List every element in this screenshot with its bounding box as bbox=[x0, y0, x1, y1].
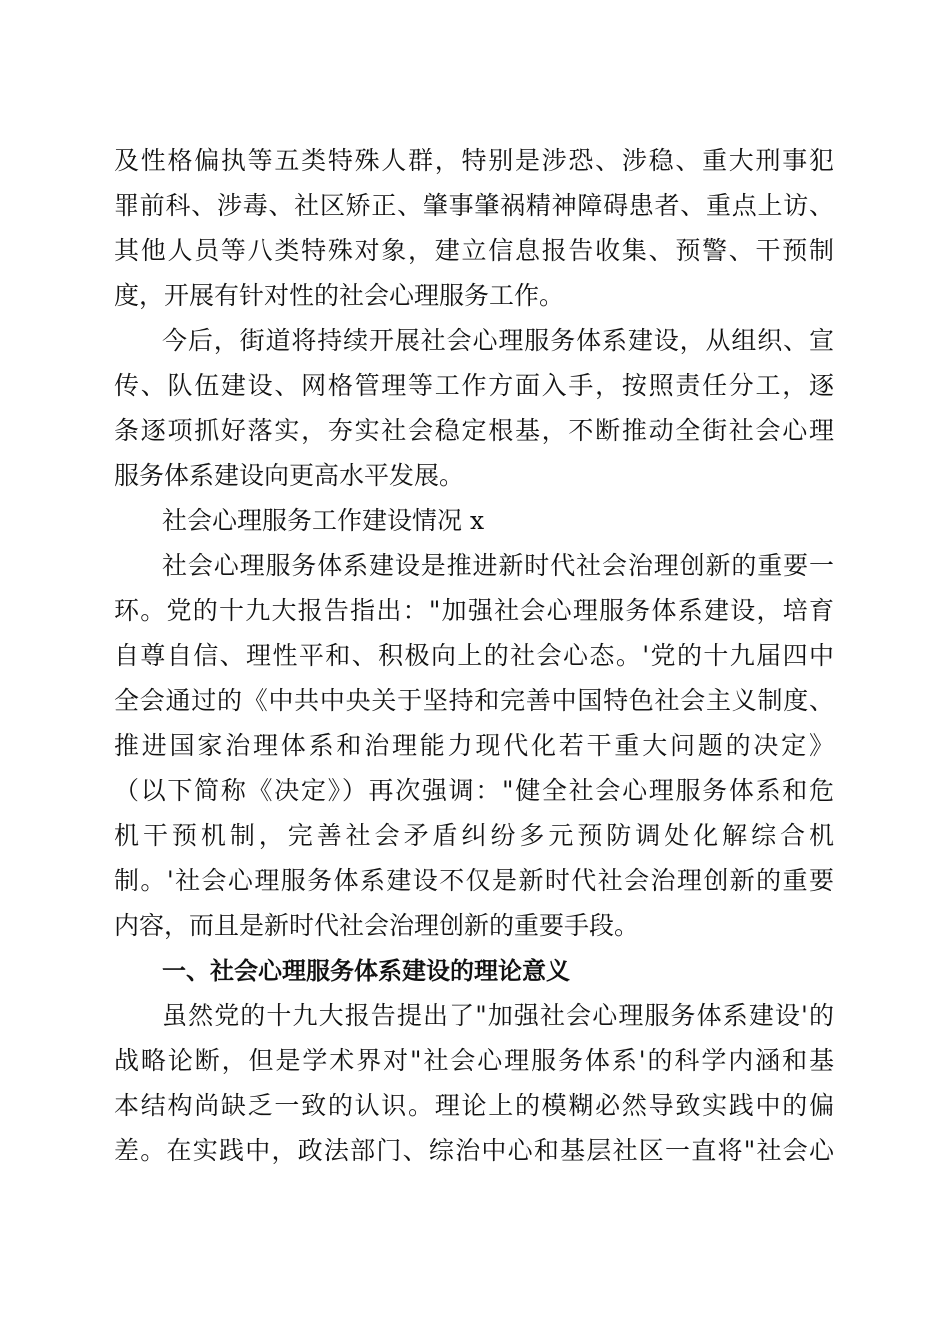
text-line: 本结构尚缺乏一致的认识。理论上的模糊必然导致实践中的偏 bbox=[114, 1091, 834, 1120]
text-line: 其他人员等八类特殊对象，建立信息报告收集、预警、干预制 bbox=[114, 236, 834, 265]
text-line: 今后，街道将持续开展社会心理服务体系建设，从组织、宣 bbox=[162, 326, 834, 355]
text-line: 环。党的十九大报告指出："加强社会心理服务体系建设，培育 bbox=[114, 596, 834, 625]
text-line: 制。'社会心理服务体系建设不仅是新时代社会治理创新的重要 bbox=[114, 866, 834, 895]
section-heading: 一、社会心理服务体系建设的理论意义 bbox=[162, 957, 570, 985]
text-line: 虽然党的十九大报告提出了"加强社会心理服务体系建设'的 bbox=[162, 1001, 834, 1030]
text-line: 及性格偏执等五类特殊人群，特别是涉恐、涉稳、重大刑事犯 bbox=[114, 146, 834, 175]
text-line: 社会心理服务体系建设是推进新时代社会治理创新的重要一 bbox=[162, 551, 834, 580]
text-line: 战略论断，但是学术界对"社会心理服务体系'的科学内涵和基 bbox=[114, 1046, 834, 1075]
text-line: （以下简称《决定》）再次强调："健全社会心理服务体系和危 bbox=[114, 776, 834, 805]
text-line: 传、队伍建设、网格管理等工作方面入手，按照责任分工，逐 bbox=[114, 371, 834, 400]
text-line: 机干预机制，完善社会矛盾纠纷多元预防调处化解综合机 bbox=[114, 821, 834, 850]
text-line: 条逐项抓好落实，夯实社会稳定根基，不断推动全街社会心理 bbox=[114, 416, 834, 445]
text-line: 度，开展有针对性的社会心理服务工作。 bbox=[114, 281, 565, 310]
text-line: 差。在实践中，政法部门、综治中心和基层社区一直将"社会心 bbox=[114, 1136, 834, 1165]
text-line: 推进国家治理体系和治理能力现代化若干重大问题的决定》 bbox=[114, 731, 834, 760]
text-line: 自尊自信、理性平和、积极向上的社会心态。'党的十九届四中 bbox=[114, 641, 834, 670]
text-line: 全会通过的《中共中央关于坚持和完善中国特色社会主义制度、 bbox=[114, 686, 834, 715]
text-line: 罪前科、涉毒、社区矫正、肇事肇祸精神障碍患者、重点上访、 bbox=[114, 191, 834, 220]
section-title: 社会心理服务工作建设情况 x bbox=[162, 506, 485, 535]
text-line: 服务体系建设向更高水平发展。 bbox=[114, 461, 465, 490]
text-line: 内容，而且是新时代社会治理创新的重要手段。 bbox=[114, 911, 640, 940]
